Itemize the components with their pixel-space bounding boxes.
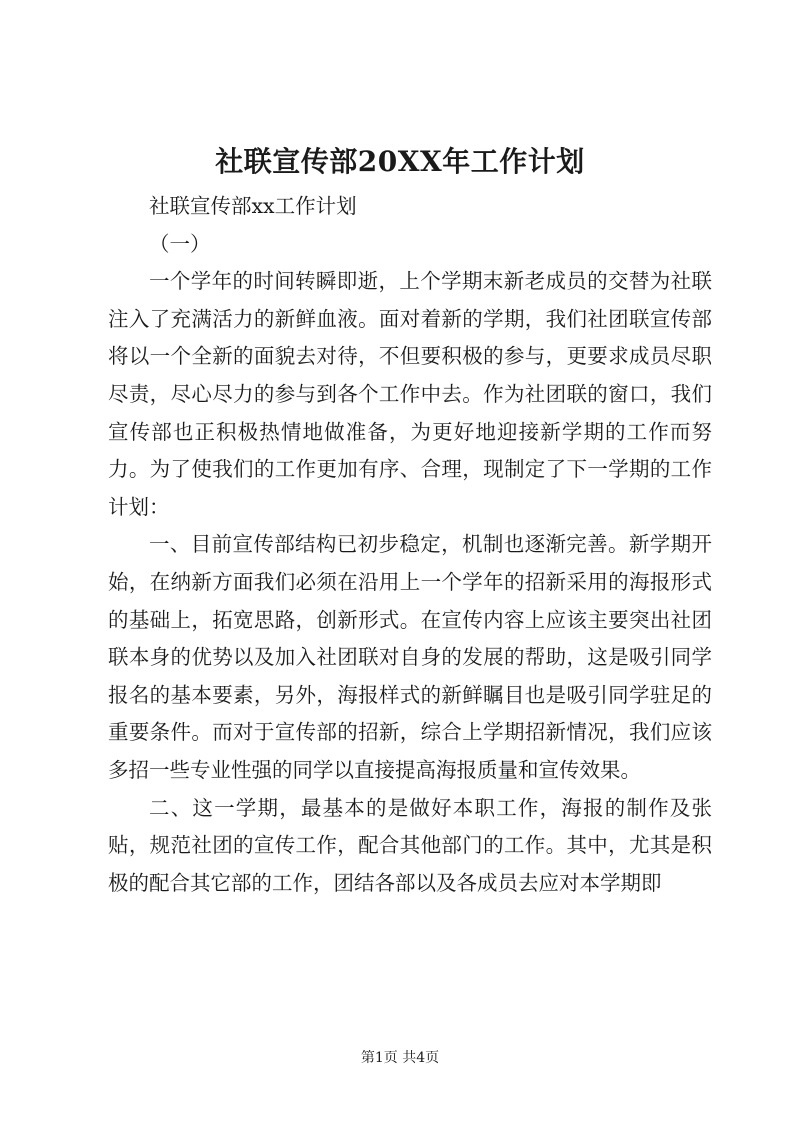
paragraph-item-2: 二、这一学期，最基本的是做好本职工作，海报的制作及张贴，规范社团的宣传工作，配合其他部门的工作。其中，尤其是积极的配合其它部的工作，团结各部以及各成员去应对本学期即: [108, 795, 712, 895]
document-subtitle: 社联宣传部xx工作计划: [149, 194, 357, 218]
page-footer: 第1页 共4页: [360, 1050, 440, 1066]
section-marker: （一）: [149, 231, 211, 256]
document-title: 社联宣传部20XX年工作计划: [215, 145, 585, 178]
paragraph-intro: 一个学年的时间转瞬即逝，上个学期末新老成员的交替为社联注入了充满活力的新鲜血液。面对着新的学期，我们社团联宣传部将以一个全新的面貌去对待，不但要积极的参与，更要求成员尽职尽责，尽心尽力的参与到各个工作中去。作为社团联的窗口，我们宣传部也正积极热情地做准备，为更好地迎接新学期的工作而努力。为了使我们的工作更加有序、合理，现制定了下一学期的工作计划：: [108, 269, 712, 519]
document-body: [108, 188, 712, 902]
paragraph-item-1: 一、目前宣传部结构已初步稳定，机制也逐渐完善。新学期开始，在纳新方面我们必须在沿用上一个学年的招新采用的海报形式的基础上，拓宽思路，创新形式。在宣传内容上应该主要突出社团联本身的优势以及加入社团联对自身的发展的帮助，这是吸引同学报名的基本要素，另外，海报样式的新鲜瞩目也是吸引同学驻足的重要条件。而对于宣传部的招新，综合上学期招新情况，我们应该多招一些专业性强的同学以直接提高海报质量和宣传效果。: [108, 532, 712, 782]
